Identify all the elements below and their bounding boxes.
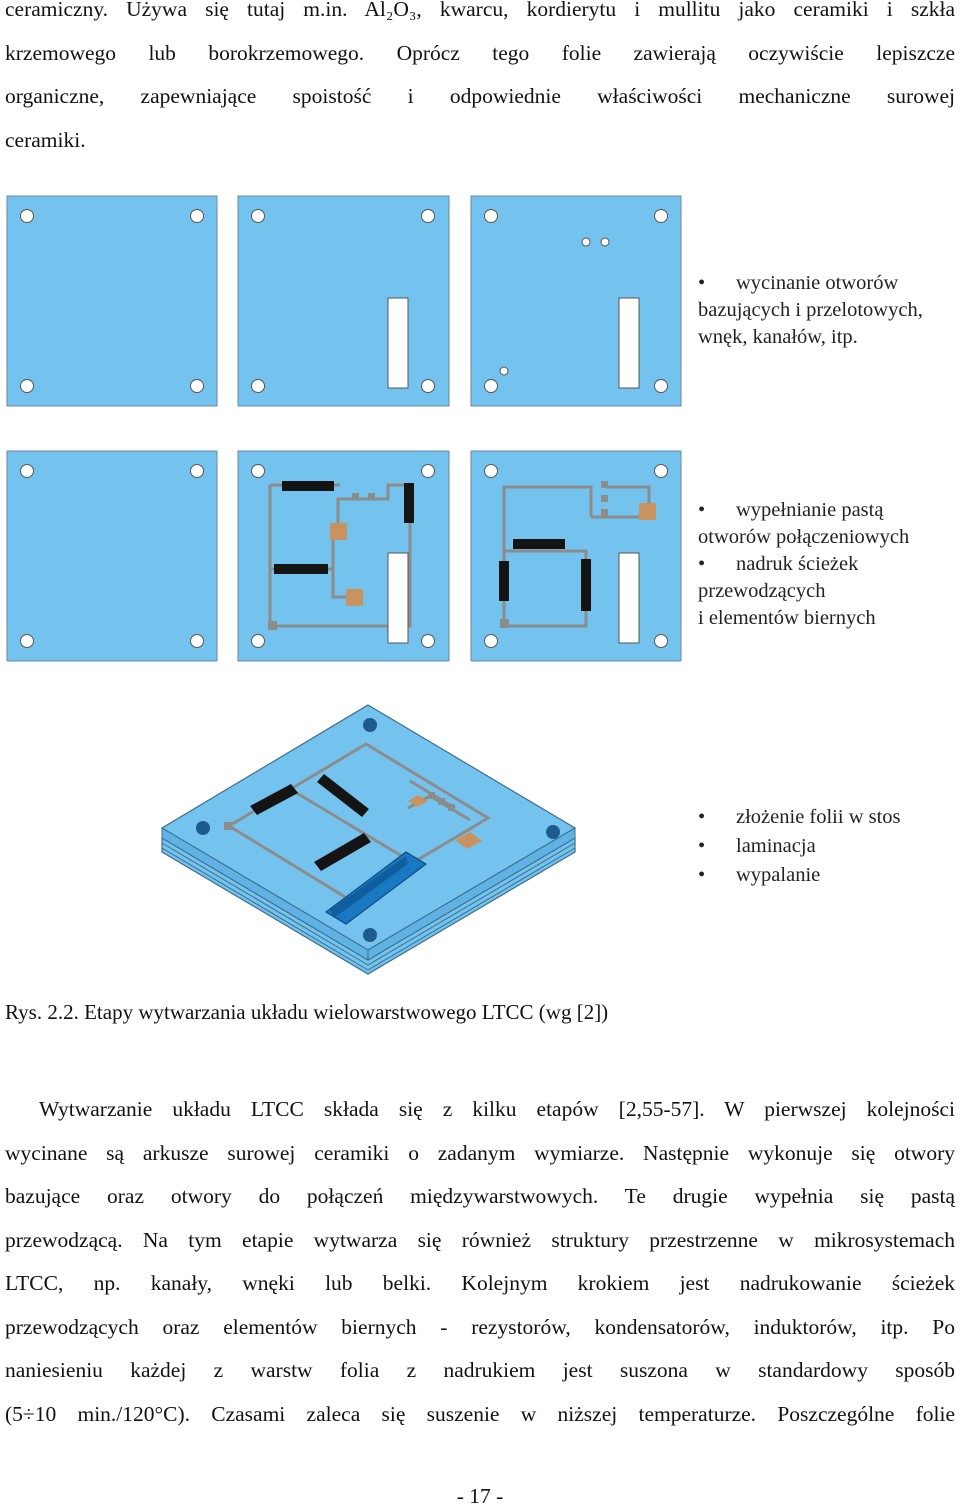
body-paragraph bbox=[5, 1088, 955, 1436]
bullet-item: • nadruk ścieżek bbox=[698, 551, 909, 578]
body-line: (5÷10 min./120°C). Czasami zaleca się suszenie w niższej temperaturze. Poszczególne folie bbox=[5, 1401, 955, 1426]
page-number: - 17 - bbox=[456, 1484, 504, 1508]
bullet-continuation: otworów połączeniowych bbox=[698, 526, 910, 548]
bullet-item: • wycinanie otworów bbox=[698, 270, 923, 297]
sheet-blank bbox=[7, 196, 217, 406]
sheet-printed-a bbox=[238, 451, 449, 661]
sheet-vias bbox=[471, 196, 681, 406]
intro-line: krzemowego lub borokrzemowego. Oprócz tego folie zawierają oczywiście lepiszcze bbox=[5, 40, 955, 65]
bullet-item: • wypalanie bbox=[698, 861, 901, 890]
body-line: przewodzącą. Na tym etapie wytwarza się również struktury przestrzenne w mikrosystemach bbox=[5, 1227, 955, 1252]
bullet-continuation: wnęk, kanałów, itp. bbox=[698, 326, 858, 348]
figure-caption: Rys. 2.2. Etapy wytwarzania układu wielowarstwowego LTCC (wg [2]) bbox=[5, 1000, 609, 1024]
bullet-item: • wypełnianie pastą bbox=[698, 497, 909, 524]
body-line: wycinane są arkusze surowej ceramiki o zadanym wymiarze. Następnie wykonuje się otwory bbox=[5, 1140, 955, 1165]
bullet-continuation: przewodzących bbox=[698, 580, 826, 602]
sheet-printed-b bbox=[471, 451, 681, 661]
sheet-blank-2 bbox=[7, 451, 217, 661]
bullet-continuation: bazujących i przelotowych, bbox=[698, 299, 923, 321]
body-line: LTCC, np. kanały, wnęki lub belki. Kolejnym krokiem jest nadrukowanie ścieżek bbox=[5, 1271, 955, 1295]
bullet-continuation: i elementów biernych bbox=[698, 607, 876, 629]
bullet-item: • złożenie folii w stos bbox=[698, 803, 901, 832]
body-line: Wytwarzanie układu LTCC składa się z kilku etapów [2,55-57]. W pierwszej kolejności bbox=[39, 1097, 955, 1121]
laminated-stack bbox=[162, 705, 575, 974]
intro-line: ceramiki. bbox=[5, 127, 86, 152]
step2-bullets bbox=[698, 497, 909, 632]
step1-bullets bbox=[698, 270, 923, 351]
step3-bullets bbox=[698, 803, 901, 890]
bullet-item: • laminacja bbox=[698, 832, 901, 861]
body-line: przewodzących oraz elementów biernych - rezystorów, kondensatorów, induktorów, itp. Po bbox=[5, 1314, 955, 1339]
intro-line: organiczne, zapewniające spoistość i odpowiednie właściwości mechaniczne surowej bbox=[5, 84, 955, 108]
body-line: naniesieniu każdej z warstw folia z nadrukiem jest suszona w standardowy sposób bbox=[5, 1358, 955, 1382]
body-line: bazujące oraz otwory do połączeń międzywarstwowych. Te drugie wypełnia się pastą bbox=[5, 1184, 955, 1208]
intro-line: ceramiczny. Używa się tutaj m.in. Al₂O₃, kwarcu, kordierytu i mullitu jako ceramiki i szkła bbox=[5, 0, 955, 21]
sheet-cavity bbox=[238, 196, 449, 406]
